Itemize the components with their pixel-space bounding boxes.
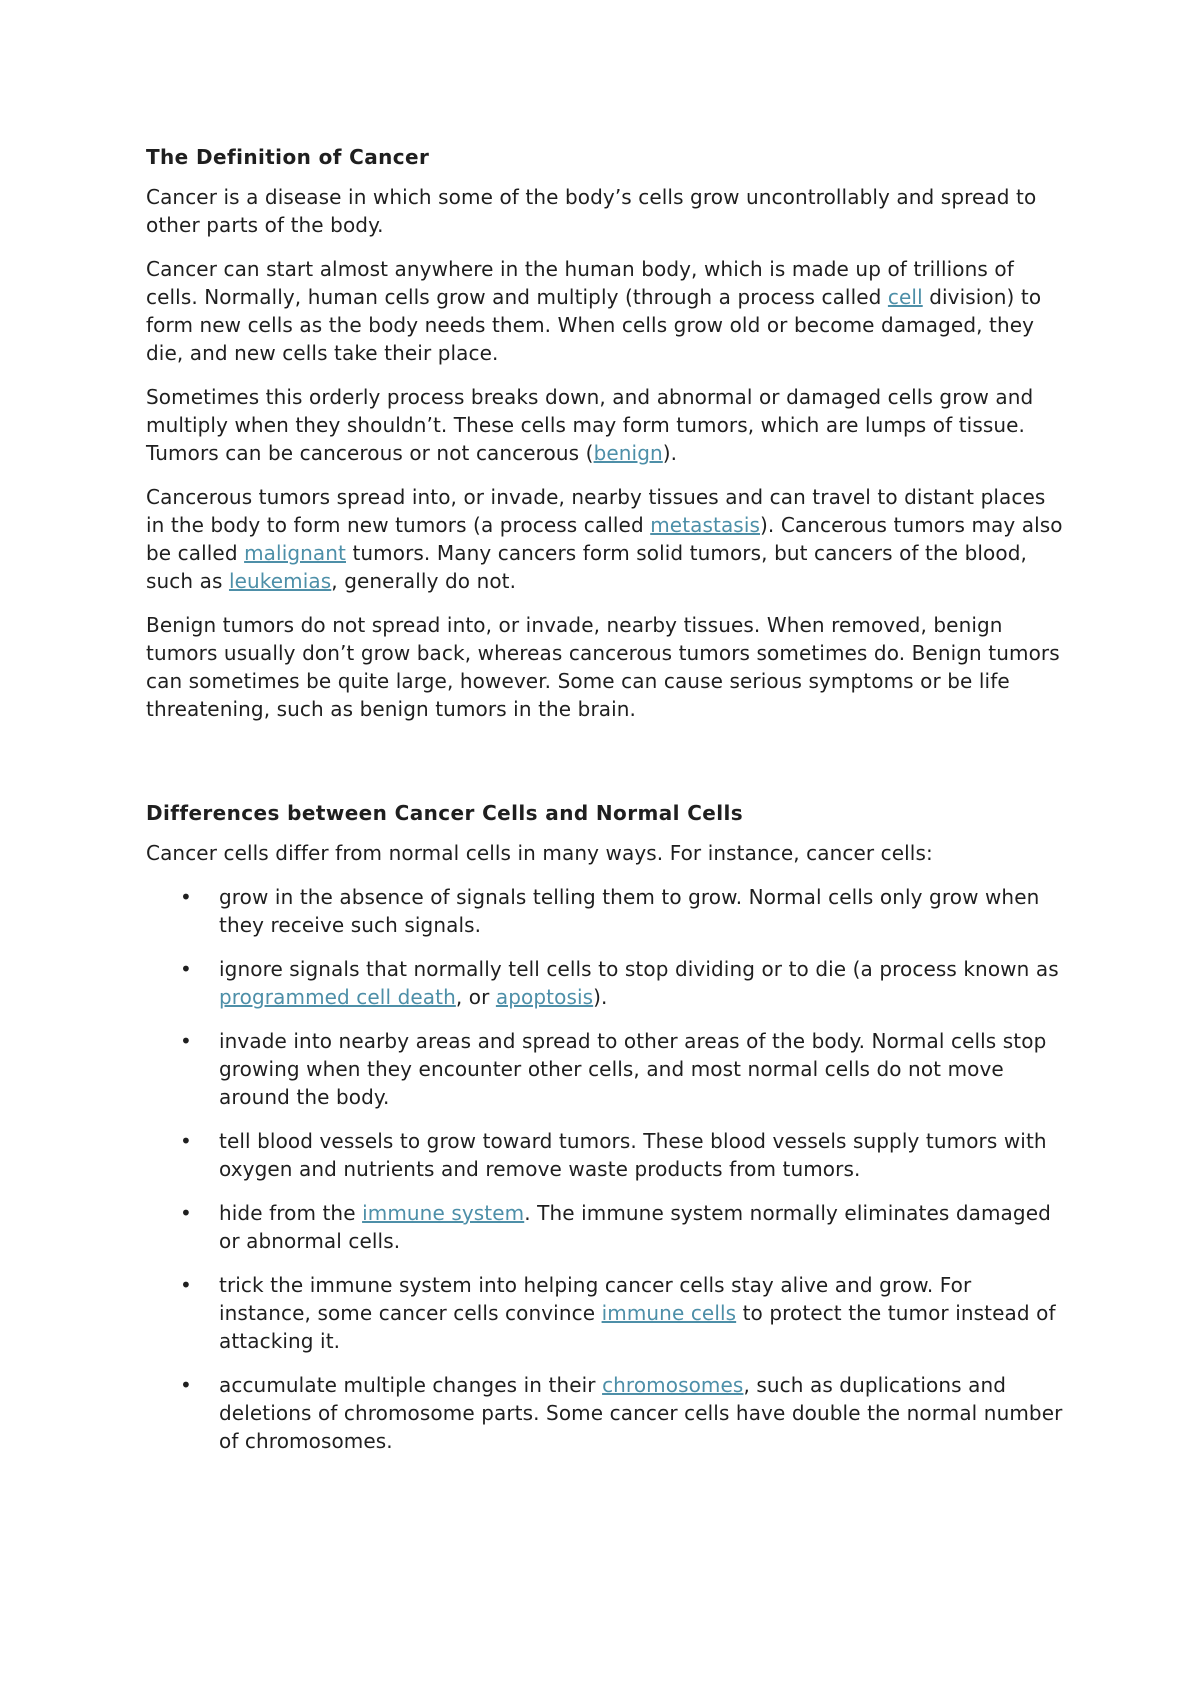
list-item-text: hide from the: [219, 1201, 363, 1225]
link-programmed-cell-death[interactable]: programmed cell death: [219, 985, 456, 1009]
bullet-icon: •: [180, 957, 192, 981]
paragraph-text: Cancer can start almost anywhere in the human body, which is made up of trillions of cells. Normally, human cells grow and multiply (through a process called: [146, 257, 1014, 309]
paragraph-cell-division: [146, 255, 1066, 367]
paragraph-text: , generally do not.: [331, 569, 517, 593]
paragraph-text: division) to form new cells as the body needs them. When cells grow old or become damaged, they die, and new cells take their place.: [146, 285, 1042, 365]
list-item: [146, 955, 1066, 1011]
link-metastasis[interactable]: metastasis: [650, 513, 761, 537]
link-apoptosis[interactable]: apoptosis: [495, 985, 594, 1009]
list-item-text: . The immune system normally eliminates damaged or abnormal cells.: [219, 1201, 1051, 1253]
link-chromosomes[interactable]: chromosomes: [602, 1373, 744, 1397]
list-item-text: , such as duplications and deletions of chromosome parts. Some cancer cells have double the normal number of chromosomes.: [219, 1373, 1063, 1453]
link-leukemias[interactable]: leukemias: [228, 569, 332, 593]
document-body: [146, 143, 1066, 1471]
paragraph-differences-intro: Cancer cells differ from normal cells in many ways. For instance, cancer cells:: [146, 841, 933, 865]
paragraph-text: Cancerous tumors spread into, or invade, nearby tissues and can travel to distant places in the body to form new tumors (a process called: [146, 485, 1046, 537]
paragraph-benign-tumors: Benign tumors do not spread into, or invade, nearby tissues. When removed, benign tumors usually don’t grow back, whereas cancerous tumors sometimes do. Benign tumors can sometimes be quite large, however. Some can cause serious symptoms or be life threatening, such as benign tumors in the brain.: [146, 613, 1060, 721]
list-item-text: tell blood vessels to grow toward tumors. These blood vessels supply tumors with oxygen and nutrients and remove waste products from tumors.: [219, 1129, 1047, 1181]
paragraph-definition: Cancer is a disease in which some of the body’s cells grow uncontrollably and spread to other parts of the body.: [146, 185, 1037, 237]
paragraph-text: ). Cancerous tumors may also be called: [146, 513, 1063, 565]
list-item: [146, 1127, 1066, 1183]
list-item: [146, 1371, 1066, 1455]
bullet-icon: •: [180, 1373, 192, 1397]
list-item: [146, 1199, 1066, 1255]
bullet-icon: •: [180, 1201, 192, 1225]
section-heading-definition: The Definition of Cancer: [146, 145, 430, 169]
list-item-text: ignore signals that normally tell cells to stop dividing or to die (a process known as: [219, 957, 1059, 981]
bullet-icon: •: [180, 1029, 192, 1053]
differences-list: [146, 883, 1066, 1455]
paragraph-text: tumors. Many cancers form solid tumors, but cancers of the blood, such as: [146, 541, 1027, 593]
link-immune-cells[interactable]: immune cells: [601, 1301, 737, 1325]
list-item-text: trick the immune system into helping cancer cells stay alive and grow. For instance, some cancer cells convince: [219, 1273, 972, 1325]
list-item: [146, 1027, 1066, 1111]
bullet-icon: •: [180, 885, 192, 909]
list-item-text: , or: [455, 985, 496, 1009]
bullet-icon: •: [180, 1273, 192, 1297]
list-item: [146, 1271, 1066, 1355]
section-heading-differences: Differences between Cancer Cells and Normal Cells: [146, 801, 744, 825]
paragraph-tumors: [146, 383, 1066, 467]
link-immune-system[interactable]: immune system: [362, 1201, 525, 1225]
list-item-text: to protect the tumor instead of attacking it.: [219, 1301, 1056, 1353]
list-item-text: accumulate multiple changes in their: [219, 1373, 603, 1397]
list-item-text: grow in the absence of signals telling them to grow. Normal cells only grow when they receive such signals.: [219, 885, 1040, 937]
paragraph-text: Sometimes this orderly process breaks down, and abnormal or damaged cells grow and multiply when they shouldn’t. These cells may form tumors, which are lumps of tissue. Tumors can be cancerous or not cancerous (: [146, 385, 1034, 465]
paragraph-cancerous-tumors: [146, 483, 1066, 595]
list-item: [146, 883, 1066, 939]
link-cell[interactable]: cell: [887, 285, 923, 309]
section-spacer: [146, 739, 1066, 799]
link-benign[interactable]: benign: [593, 441, 663, 465]
link-malignant[interactable]: malignant: [244, 541, 346, 565]
list-item-text: invade into nearby areas and spread to other areas of the body. Normal cells stop growing when they encounter other cells, and most normal cells do not move around the body.: [219, 1029, 1047, 1109]
bullet-icon: •: [180, 1129, 192, 1153]
paragraph-text: ).: [662, 441, 678, 465]
list-item-text: ).: [593, 985, 608, 1009]
